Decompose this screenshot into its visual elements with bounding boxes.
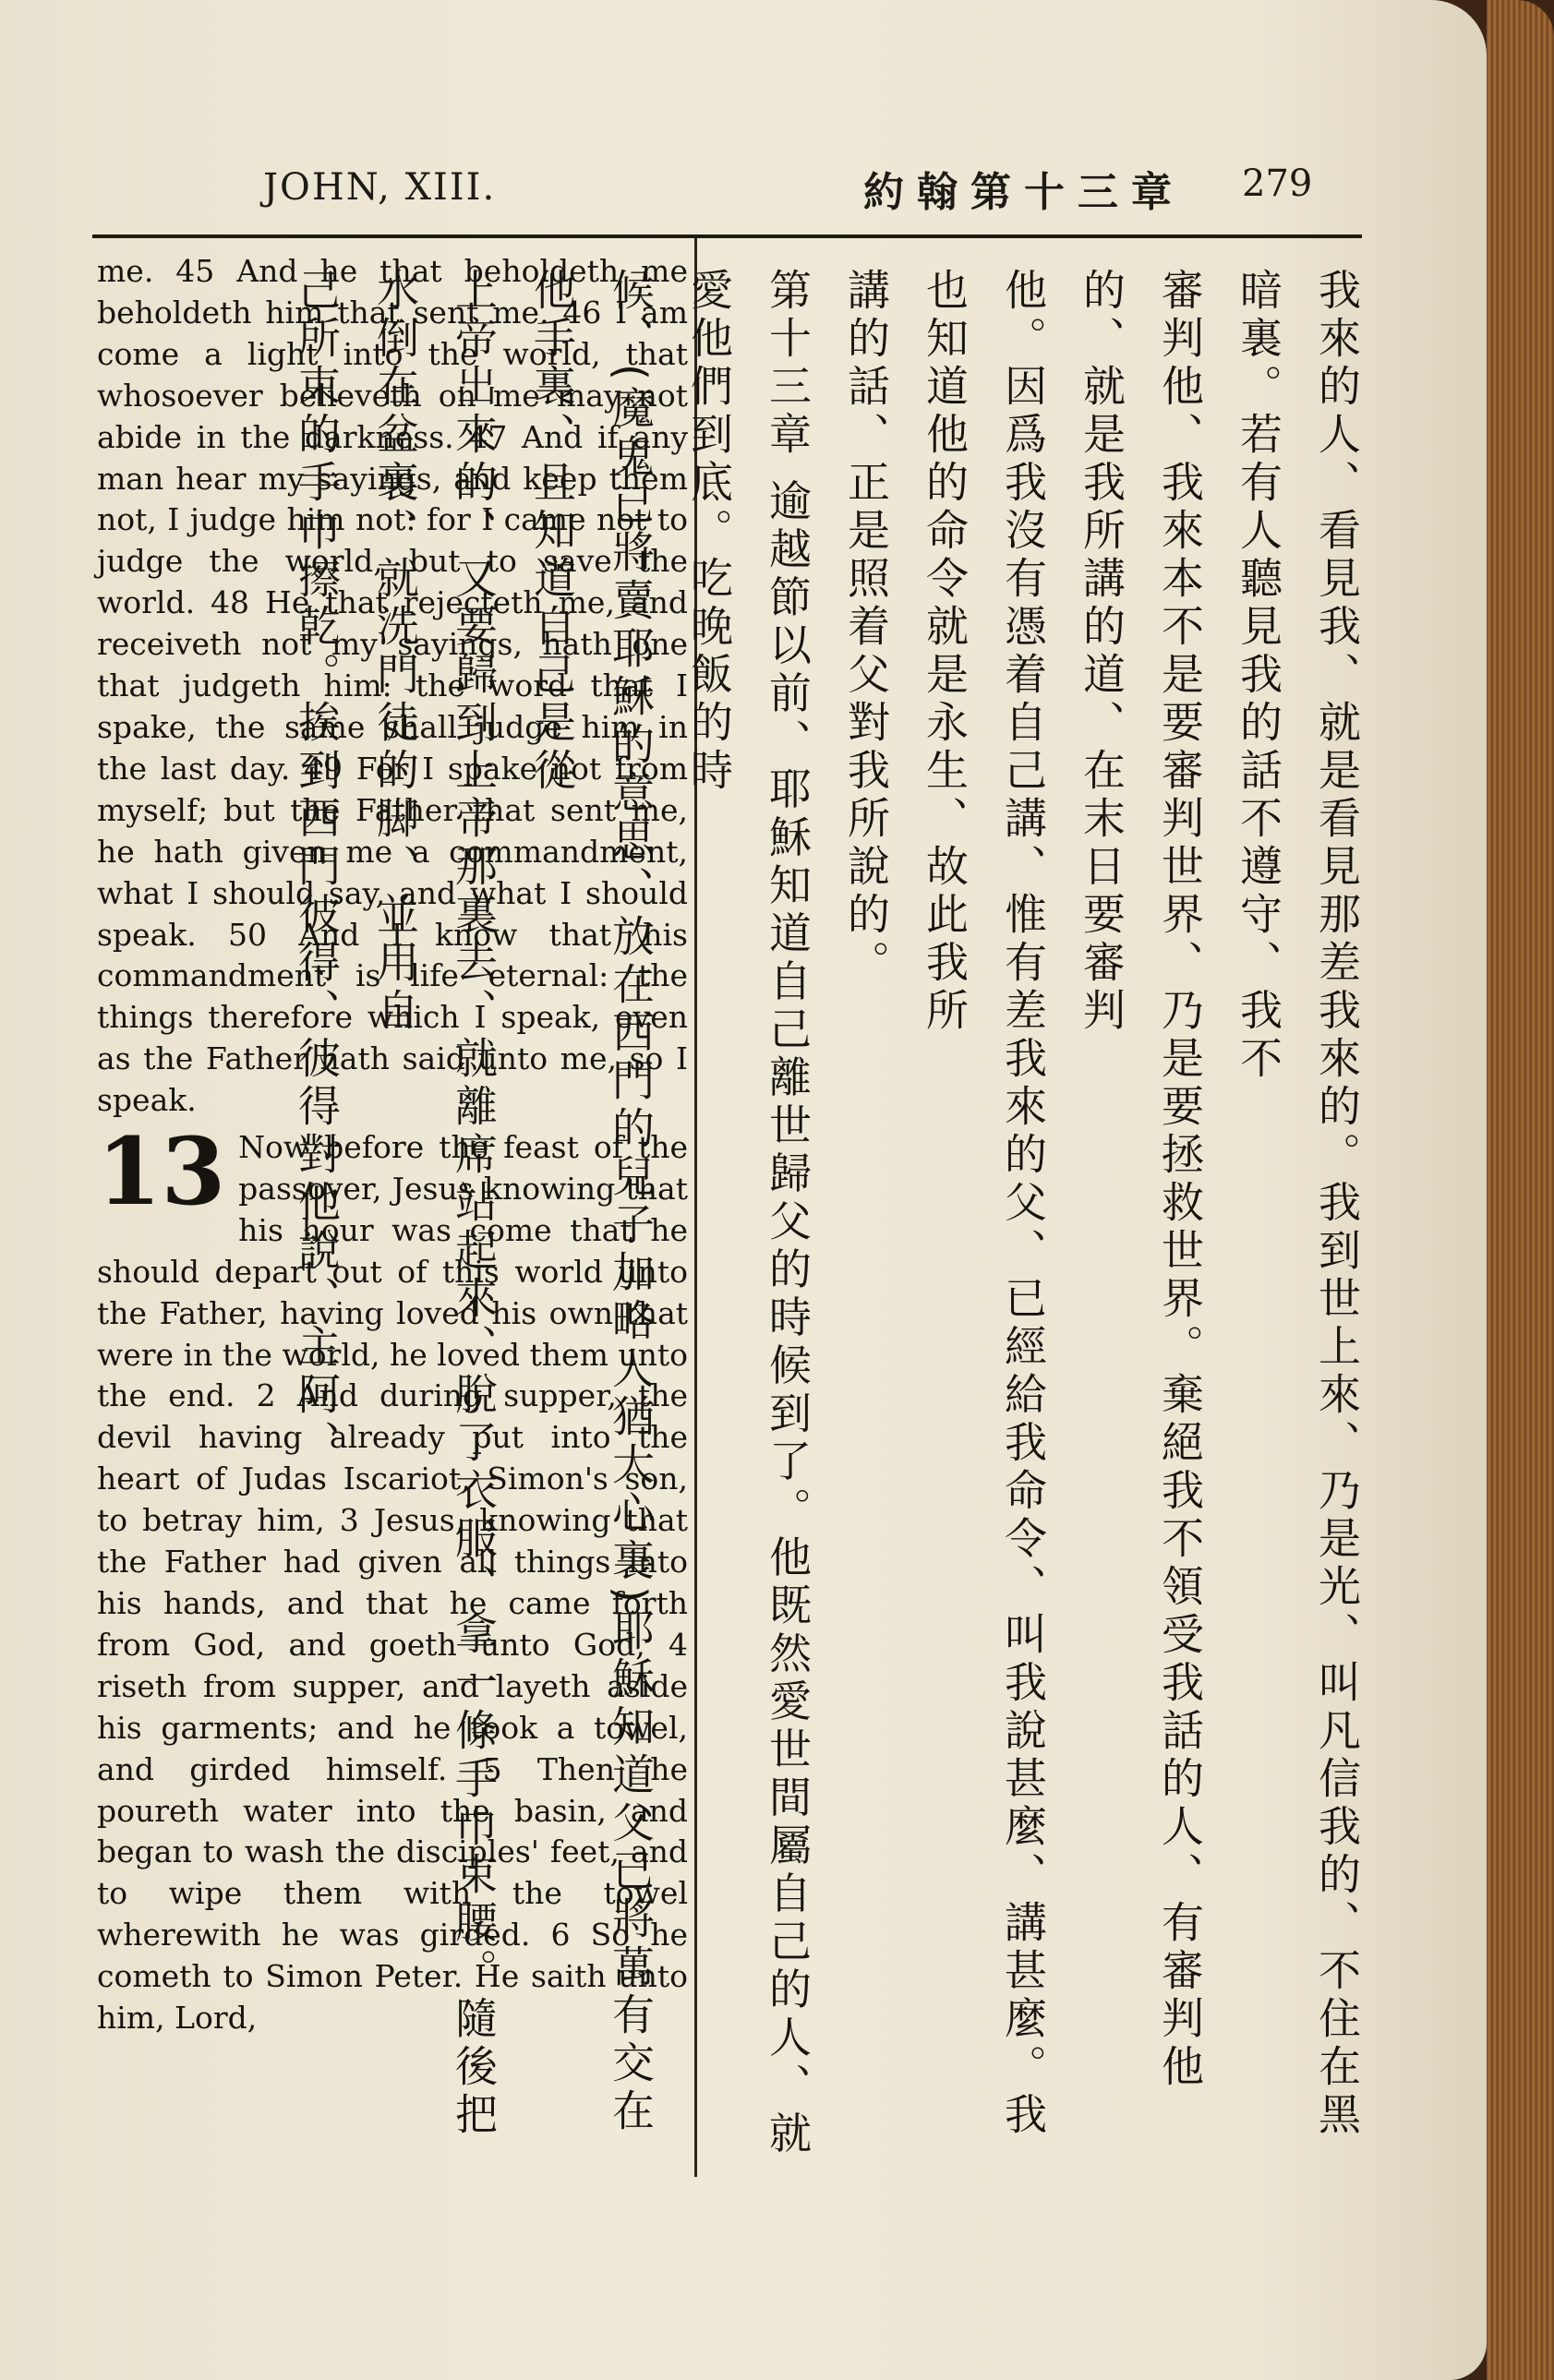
chinese-line-1: 我來的人、看見我、就是看見那差我來的。我到世上來、乃是光、叫凡信我的、不住在黑暗裏。若有人聽見我的話不遵守、我不: [1234, 268, 1362, 2140]
page-edges: [1487, 0, 1554, 2380]
english-paragraph-2-text: Now before the feast of the passover, Jesus knowing that his hour was come that he should depart out of this world unto the Father, having loved his own that were in the world, he loved them unto the end. 2 And during supper, the devil having already put into the heart of Judas Iscariot, Simon's son, to betray him, 3 Jesus, knowing that the Father had given all things into his hands, and that he came forth from God, and goeth unto God, 4 riseth from supper, and layeth aside his garments; and he took a towel, and girded himself. 5 Then he poureth water into the basin, and began to wash the disciples' feet, and to wipe them with the towel wherewith he was girded. 6 So he cometh to Simon Peter. He saith unto him, Lord,: [97, 1129, 688, 2037]
chinese-line-2: 審判他、我來本不是要審判世界、乃是要拯救世界。棄絕我不領受我話的人、有審判他的、就是我所講的道、在末日要審判: [1077, 268, 1205, 2092]
chapter-number: 13: [97, 1117, 226, 1227]
running-head-chinese: 約翰第十三章: [863, 169, 1185, 216]
chinese-line-5: 第十三章 逾越節以前、耶穌知道自己離世歸父的時候到了。他既然愛世間屬自己的人、就愛他們到底。吃晚飯的時: [684, 268, 813, 2159]
header-rule: [92, 234, 1362, 238]
chinese-line-7: 上帝出來的、又要歸到上帝那裏去、就離席站起來、脫了衣服、拿一條手巾束腰。隨後把水倒在盆裏、就洗門徒的脚、並用自: [370, 268, 499, 2140]
chinese-line-6: 候、(魔鬼已將賣耶穌的意思、放在西門的兒子加略人猶大心裏)耶穌知道父已將萬有交在他手裏、且知道自己是從: [527, 268, 656, 2136]
running-head-english: JOHN, XIII.: [263, 166, 497, 209]
page-number: 279: [1242, 162, 1313, 205]
chinese-line-3: 他。因爲我沒有憑着自己講、惟有差我來的父、已經給我命令、叫我說甚麼、講甚麼。我也知道他的命令就是永生、故此我所: [920, 268, 1048, 2140]
chinese-line-4: 講的話、正是照着父對我所說的。: [841, 268, 891, 988]
chinese-line-8: 己所束的手巾擦乾。挨到西門彼得、彼得對他說、主阿、: [292, 268, 342, 1468]
english-paragraph-1: me. 45 And he that beholdeth me beholdeth him that sent me. 46 I am come a light into the world, that whosoever believeth on me may not abide in the darkness. 47 And if any man hear my sayings, and keep them not, I judge him not: for I came not to judge the world, but to save the world. 48 He that rejecteth me, and receiveth not my sayings, hath one that judgeth him: the word that I spake, the same shall judge him in the last day. 49 For I spake not from myself; but the Father that sent me, he hath given me a commandment, what I should say, and what I should speak. 50 And I know that his commandment is life eternal: the things therefore which I speak, even as the Father hath said unto me, so I speak.: [97, 253, 688, 1119]
